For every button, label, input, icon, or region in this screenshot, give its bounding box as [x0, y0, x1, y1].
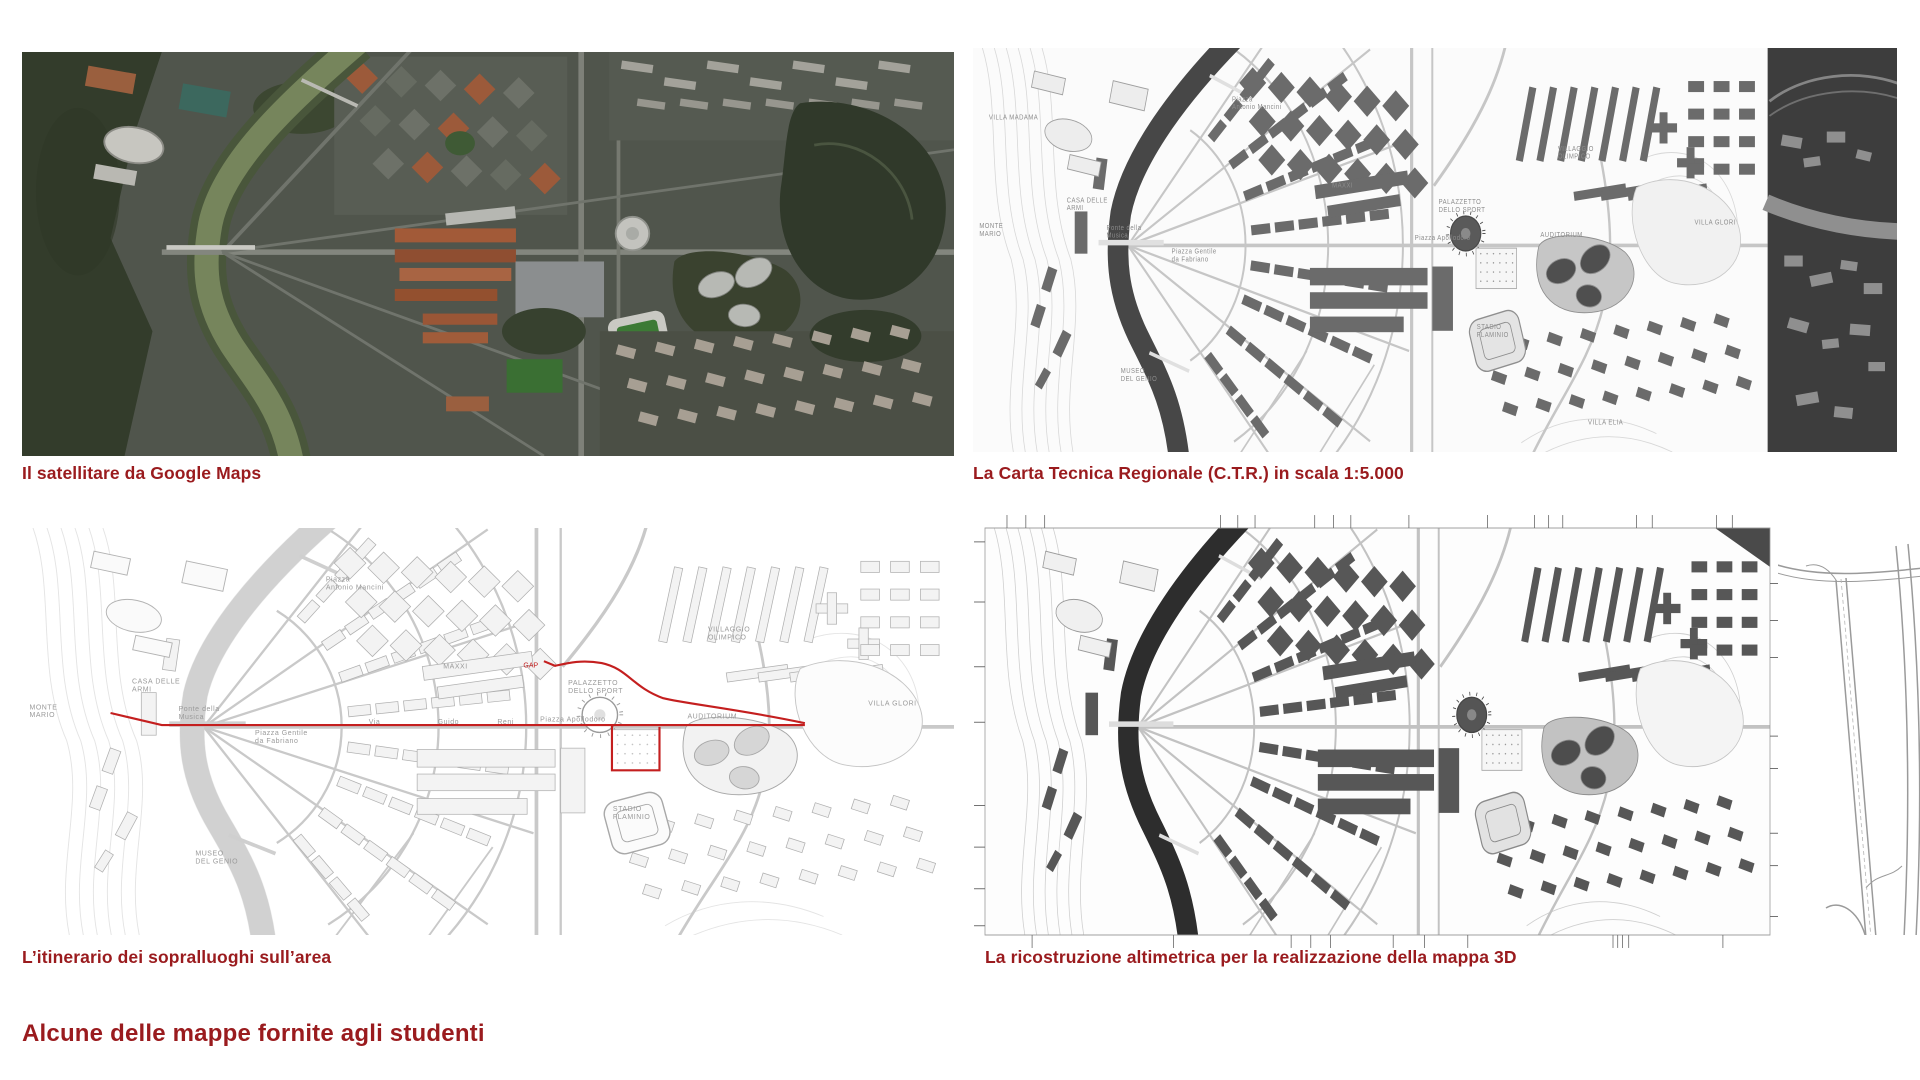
map-place-label: Via — [368, 719, 381, 727]
caption-ctr: La Carta Tecnica Regionale (C.T.R.) in scala 1:5.000 — [973, 463, 1404, 483]
map-place-label: Reni — [497, 719, 514, 727]
satellite-map-image — [22, 52, 954, 456]
map-place-label: CASA DELLE ARMI — [131, 678, 181, 694]
map-place-label: MONTE MARIO — [29, 704, 58, 720]
page-title: Alcune delle mappe fornite agli studenti — [22, 1020, 485, 1047]
caption-itinerary: L’itinerario dei sopralluoghi sull’area — [22, 947, 332, 967]
altimetric-map-image — [985, 528, 1770, 935]
map-place-label: MUSEO DEL GENIO — [195, 850, 239, 866]
map-place-label: MUSEO DEL GENIO — [1120, 367, 1158, 383]
map-place-label: Piazza Antonio Mancini — [325, 576, 384, 592]
map-place-label: Ponte della Musica — [178, 706, 220, 722]
map-place-label: VILLA ELIA — [1588, 419, 1624, 427]
map-place-label: MAXXI — [443, 663, 468, 671]
satellite-map-graphic — [22, 52, 954, 456]
map-place-label: Piazza Apollodoro — [540, 716, 606, 724]
map-place-label: STADIO FLAMINIO — [1476, 323, 1509, 339]
itinerary-map-image — [22, 528, 954, 935]
map-place-label: AUDITORIUM — [1540, 231, 1583, 240]
altimetric-map-graphic — [985, 528, 1770, 935]
map-place-label: VILLAGGIO OLIMPICO — [707, 626, 751, 642]
map-fragment-graphic — [1778, 528, 1920, 935]
itinerary-map-graphic — [22, 528, 954, 935]
map-place-label: Piazza Gentile da Fabriano — [254, 730, 308, 746]
map-place-label: PALAZZETTO DELLO SPORT — [1438, 198, 1486, 215]
map-place-label: VILLA MADAMA — [988, 114, 1039, 122]
map-place-label: Piazza Gentile da Fabriano — [1171, 248, 1217, 264]
map-place-label: AUDITORIUM — [687, 713, 738, 721]
inverted-map-band — [1766, 48, 1897, 452]
map-place-label: VILLAGGIO OLIMPICO — [1557, 145, 1594, 161]
map-place-label: Piazza Apollodoro — [1414, 234, 1471, 243]
altimetric-map-fragment — [1778, 528, 1920, 935]
ctr-map-image — [973, 48, 1897, 452]
map-place-label: PALAZZETTO DELLO SPORT — [568, 680, 624, 696]
map-place-label: VILLA GLORI — [868, 700, 917, 708]
map-place-label: STADIO FLAMINIO — [612, 806, 651, 821]
map-place-label: Piazza Antonio Mancini — [1232, 95, 1282, 112]
map-place-label: MONTE MARIO — [979, 222, 1004, 238]
caption-altimetric: La ricostruzione altimetrica per la realizzazione della mappa 3D — [985, 947, 1517, 967]
ctr-map-graphic — [973, 48, 1897, 452]
map-place-label: CASA DELLE ARMI — [1066, 196, 1108, 213]
map-place-label: Ponte della Musica — [1106, 224, 1142, 240]
map-place-label: VILLA GLORI — [1694, 218, 1736, 227]
route-start-label: GAP — [523, 662, 539, 670]
map-place-label: MAXXI — [1332, 182, 1354, 190]
map-place-label: Guido — [437, 719, 460, 727]
caption-satellite: Il satellitare da Google Maps — [22, 463, 262, 483]
